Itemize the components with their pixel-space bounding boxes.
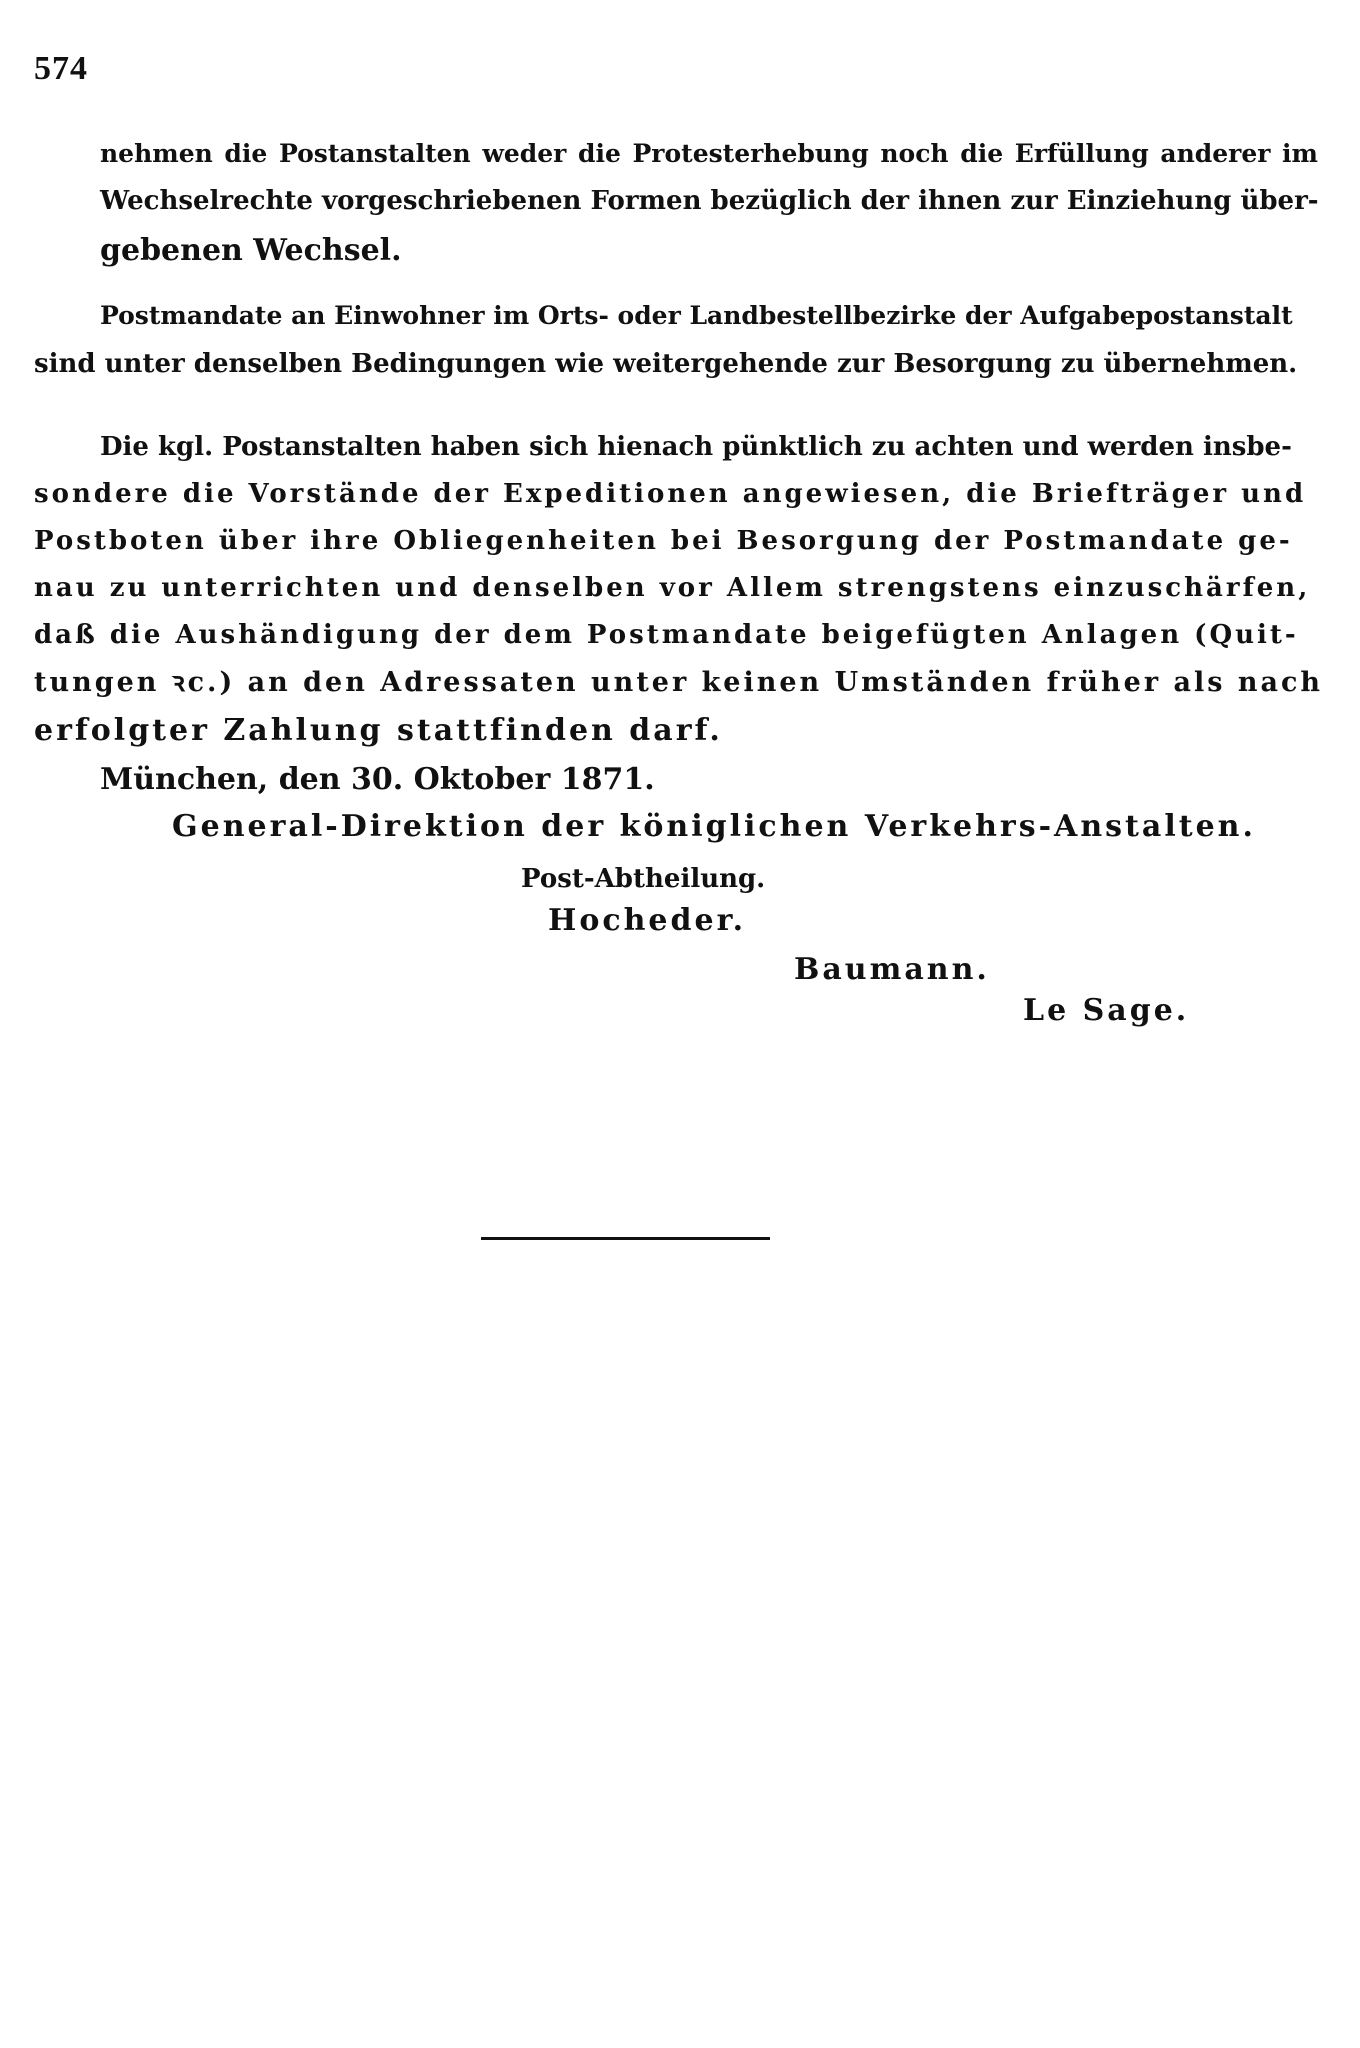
signer-baumann: Baumann. bbox=[794, 952, 990, 987]
issuing-authority: General-Direktion der königlichen Verkehrs-Anstalten. bbox=[172, 809, 1256, 844]
signer-le-sage: Le Sage. bbox=[1023, 993, 1190, 1028]
paragraph-3-line-5: daß die Aushändigung der dem Postmandate beigefügten Anlagen (Quit- bbox=[34, 620, 1299, 650]
paragraph-3-line-6: tungen ꝛc.) an den Adressaten unter keinen Umständen früher als nach bbox=[34, 667, 1324, 698]
paragraph-3-line-1: Die kgl. Postanstalten haben sich hienach pünktlich zu achten und werden insbe- bbox=[100, 432, 1292, 462]
end-rule bbox=[481, 1237, 770, 1240]
paragraph-1-line-1: nehmen die Postanstalten weder die Protesterhebung noch die Erfüllung anderer im bbox=[100, 139, 1318, 168]
paragraph-1-line-3: gebenen Wechsel. bbox=[100, 233, 402, 268]
paragraph-3-line-7: erfolgter Zahlung stattfinden darf. bbox=[34, 713, 723, 748]
page-number: 574 bbox=[34, 50, 88, 87]
paragraph-1-line-2: Wechselrechte vorgeschriebenen Formen bezüglich der ihnen zur Einziehung über- bbox=[100, 186, 1319, 216]
place-date: München, den 30. Oktober 1871. bbox=[100, 762, 655, 797]
signer-hocheder: Hocheder. bbox=[548, 903, 747, 938]
department: Post-Abtheilung. bbox=[521, 864, 766, 894]
paragraph-2-line-1: Postmandate an Einwohner im Orts- oder Landbestellbezirke der Aufgabepostanstalt bbox=[100, 301, 1293, 330]
paragraph-3-line-4: nau zu unterrichten und denselben vor Allem strengstens einzuschärfen, bbox=[34, 573, 1311, 603]
paragraph-2-line-2: sind unter denselben Bedingungen wie weitergehende zur Besorgung zu übernehmen. bbox=[34, 349, 1298, 379]
paragraph-3-line-3: Postboten über ihre Obliegenheiten bei Besorgung der Postmandate ge- bbox=[34, 526, 1293, 556]
paragraph-3-line-2: sondere die Vorstände der Expeditionen angewiesen, die Briefträger und bbox=[34, 479, 1307, 509]
